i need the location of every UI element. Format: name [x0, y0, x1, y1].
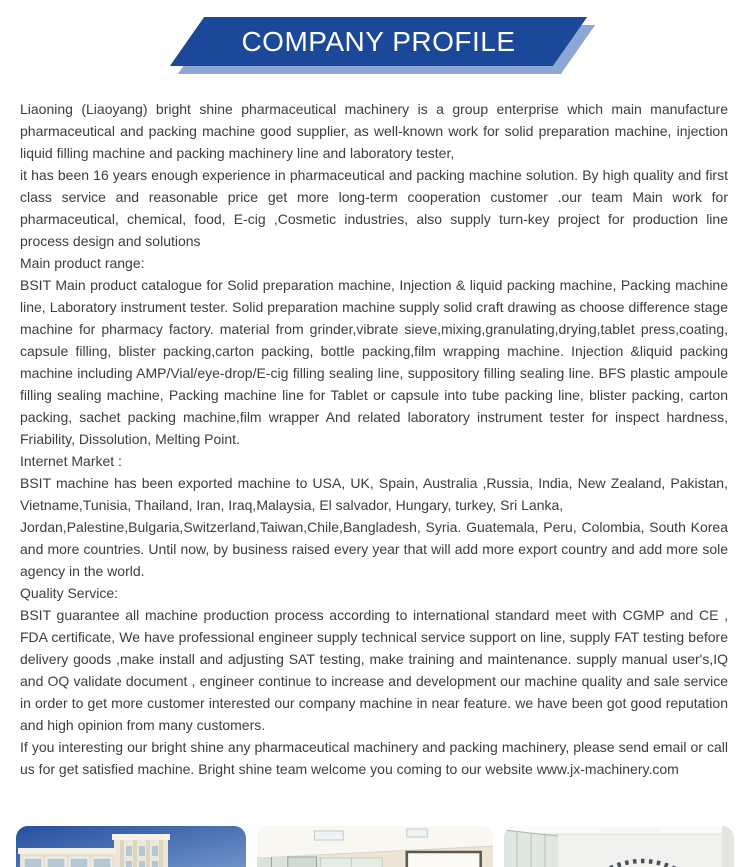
photos-row [0, 826, 750, 867]
glass-wall [504, 830, 558, 867]
export-countries-paragraph-2: Jordan,Palestine,Bulgaria,Switzerland,Taiwan,Chile,Bangladesh, Syria. Guatemala, Peru, Colombia, South Korea and more countries. Until now, by business raised every year that will add more export country and add more sole agency in the world. [20, 519, 728, 579]
product-catalogue-paragraph: BSIT Main product catalogue for Solid preparation machine, Injection & liquid packing machine, Packing machine line, Laboratory instrument tester. Solid preparation machine supply solid craft drawing as choose difference stage machine for pharmacy factory. material from grinder,vibrate sieve,mixing,granulating,drying,tablet press,coating, capsule filling, blister packing,carton packing, bottle packing,film wrapping machine. Injection &liquid packing machine including AMP/Vial/eye-drop/E-cig filling sealing line, suppository filling sealing line. BFS plastic ampoule filling sealing machine, Packing machine line for Tablet or capsule into tube packing line, blister packing, carton packing, sachet packing machine,film wrapper And related laboratory instrument tester for inspect hardness, Friability, Dissolution, Melting Point. [20, 277, 728, 447]
meeting-room-photo-illustration [504, 826, 734, 867]
factory-photo [16, 826, 246, 867]
main-product-range-heading: Main product range: [20, 255, 145, 271]
factory-wing [18, 848, 116, 867]
office-photo [257, 826, 493, 867]
banner [0, 0, 750, 80]
company-description [0, 80, 750, 780]
internet-market-heading: Internet Market : [20, 453, 122, 469]
export-countries-paragraph: BSIT machine has been exported machine to USA, UK, Spain, Australia ,Russia, India, New Zealand, Pakistan, Vietname,Tunisia, Thailand, Iran, Iraq,Malaysia, El salvador, Hungary, turkey, Sri Lanka, [20, 475, 728, 513]
meeting-room-photo [504, 826, 734, 867]
contact-paragraph: If you interesting our bright shine any pharmaceutical machinery and packing machinery, please send email or call us for get satisfied machine. Bright shine team welcome you coming to our website www.jx-machinery.com [20, 739, 728, 777]
page-title: COMPANY PROFILE [241, 25, 516, 57]
experience-paragraph: it has been 16 years enough experience in pharmaceutical and packing machine solution. By high quality and first class service and reasonable price get more long-term cooperation customer .our team Main work for pharmaceutical, chemical, food, E-cig ,Cosmetic industries, also supply turn-key project for production line process design and solutions [20, 167, 728, 249]
quality-service-paragraph: BSIT guarantee all machine production process according to international standard meet with CGMP and CE , FDA certificate, We have professional engineer supply technical service support on line, supply FAT testing before delivery goods ,make install and adjusting SAT testing, make training and maintenance. supply manual user's,IQ and OQ validate document , engineer continue to increase and development our machine quality and sale service in order to get more customer interested our company machine in near feature. we have been got good reputation and high opinion from many customers. [20, 607, 728, 733]
company-intro-paragraph: Liaoning (Liaoyang) bright shine pharmaceutical machinery is a group enterprise which main manufacture pharmaceutical and packing machine good supplier, as well-known work for solid preparation machine, injection liquid filling machine and packing machinery line and laboratory tester, [20, 101, 728, 161]
horse-painting [407, 852, 481, 867]
factory-tower [112, 834, 170, 867]
office-photo-illustration [257, 826, 493, 867]
quality-service-heading: Quality Service: [20, 585, 119, 601]
factory-photo-illustration [16, 826, 246, 867]
